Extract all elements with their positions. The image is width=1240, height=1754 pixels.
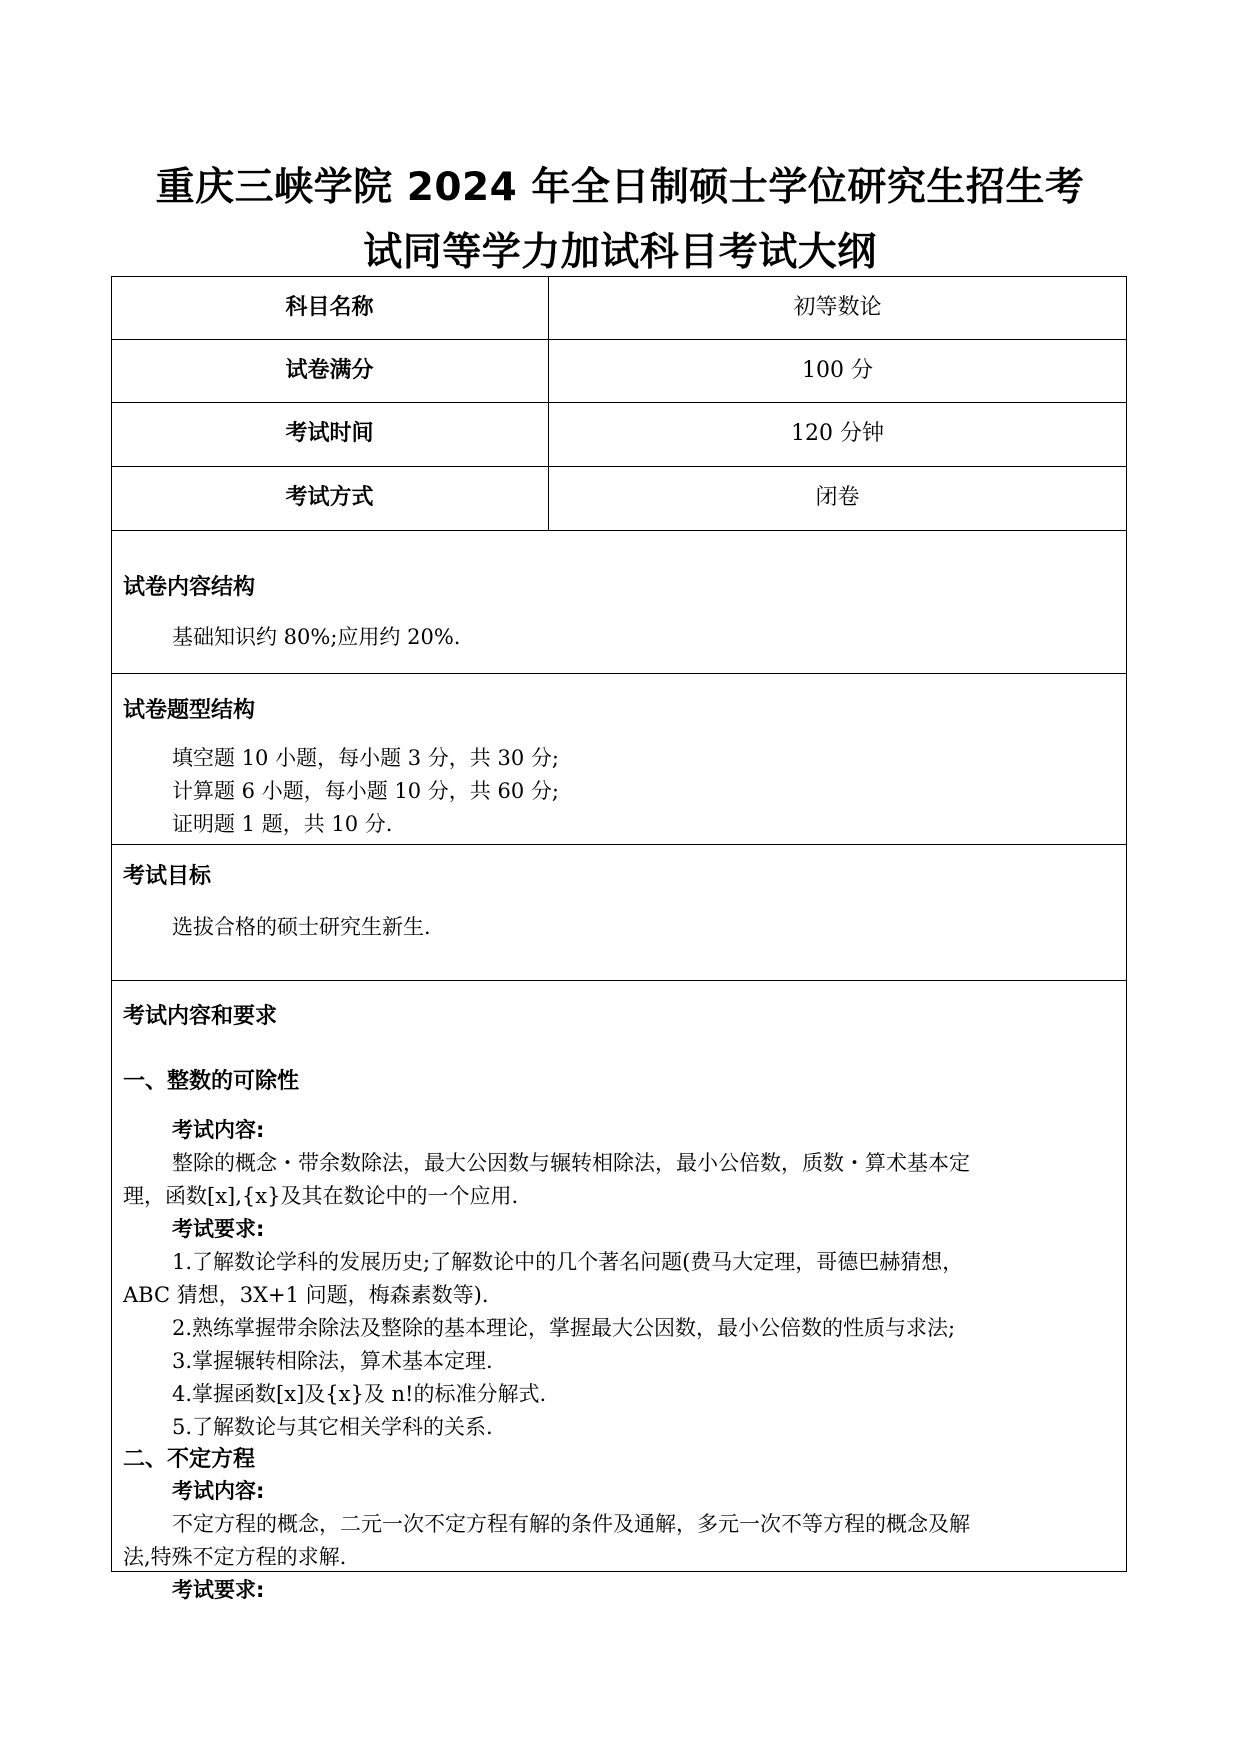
section1-requirement-line: 2.熟练掌握带余除法及整除的基本理论，掌握最大公因数，最小公倍数的性质与求法;: [172, 1316, 956, 1340]
goal-text: 选拔合格的硕士研究生新生.: [172, 915, 431, 939]
section2-content-label: 考试内容:: [172, 1479, 265, 1503]
section2-content-line: 法,特殊不定方程的求解.: [123, 1545, 347, 1569]
question-type-line: 证明题 1 题，共 10 分.: [172, 812, 393, 836]
section1-content-line: 理，函数[x],{x}及其在数论中的一个应用.: [123, 1184, 519, 1208]
section1-requirement-line: 4.掌握函数[x]及{x}及 n!的标准分解式.: [172, 1382, 547, 1406]
section1-content-line: 整除的概念・带余数除法，最大公因数与辗转相除法，最小公倍数，质数・算术基本定: [172, 1151, 970, 1175]
section1-requirement-label: 考试要求:: [172, 1217, 265, 1241]
section-divider: [111, 673, 1127, 674]
document-title-line2: 试同等学力加试科目考试大纲: [363, 230, 877, 275]
section2-content-line: 不定方程的概念，二元一次不定方程有解的条件及通解，多元一次不等方程的概念及解: [172, 1512, 970, 1536]
section-divider: [111, 980, 1127, 981]
table-label-exam-time: 考试时间: [285, 421, 374, 446]
structure-text: 基础知识约 80%;应用约 20%.: [172, 625, 461, 649]
question-type-line: 计算题 6 小题，每小题 10 分，共 60 分;: [172, 779, 559, 803]
question-type-line: 填空题 10 小题，每小题 3 分，共 30 分;: [172, 746, 559, 770]
table-label-exam-mode: 考试方式: [285, 485, 374, 510]
content-heading: 考试内容和要求: [123, 1004, 278, 1029]
section1-requirement-line: 3.掌握辗转相除法，算术基本定理.: [172, 1349, 493, 1373]
table-label-subject: 科目名称: [285, 294, 374, 320]
section-divider: [111, 844, 1127, 845]
table-value-exam-mode: 闭卷: [815, 485, 860, 510]
section1-requirement-line: 1.了解数论学科的发展历史;了解数论中的几个著名问题(费马大定理，哥德巴赫猜想，: [172, 1250, 964, 1274]
section1-requirement-line: ABC 猜想，3X+1 问题，梅森素数等).: [123, 1283, 489, 1307]
table-label-full-score: 试卷满分: [285, 357, 374, 383]
table-value-exam-time: 120 分钟: [791, 421, 884, 446]
table-value-full-score: 100 分: [802, 357, 873, 383]
structure-heading: 试卷内容结构: [123, 575, 256, 600]
table-divider: [111, 530, 1127, 531]
goal-heading: 考试目标: [123, 864, 212, 889]
document-title-line1: 重庆三峡学院 2024 年全日制硕士学位研究生招生考: [155, 165, 1085, 210]
section1-title: 一、整数的可除性: [123, 1069, 300, 1094]
question-types-heading: 试卷题型结构: [123, 698, 256, 723]
section1-content-label: 考试内容:: [172, 1118, 265, 1142]
section2-requirement-label: 考试要求:: [172, 1578, 265, 1602]
section2-title: 二、不定方程: [123, 1447, 256, 1472]
table-value-subject: 初等数论: [793, 294, 882, 320]
section1-requirement-line: 5.了解数论与其它相关学科的关系.: [172, 1415, 493, 1439]
